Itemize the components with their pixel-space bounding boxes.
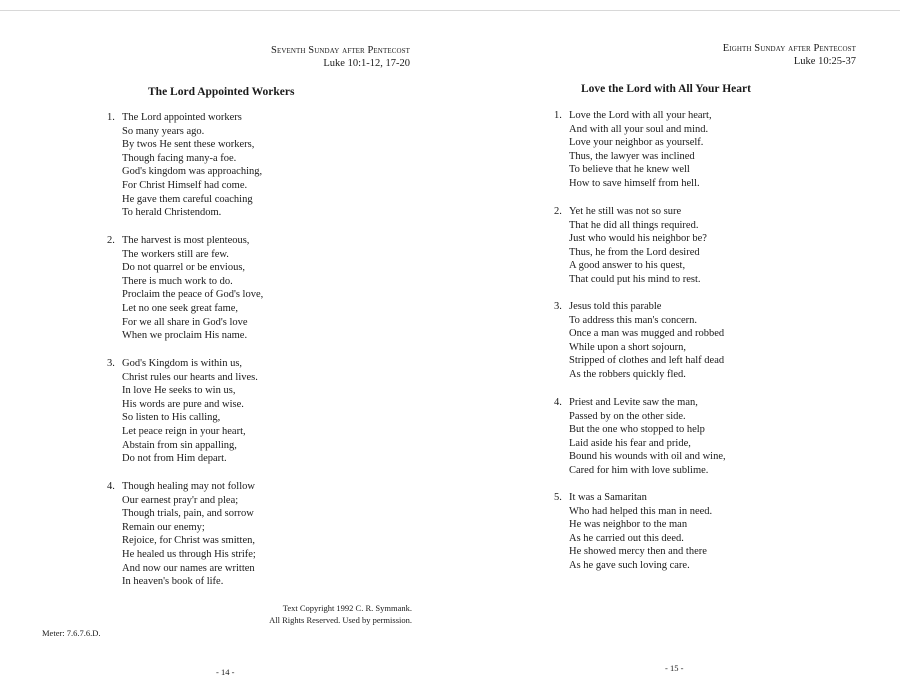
verse-line: Do not from Him depart. (122, 453, 227, 465)
verse-line: It was a Samaritan (569, 492, 647, 503)
verse-line: As he gave such loving care. (569, 559, 690, 571)
verse-line: Let no one seek great fame, (122, 302, 239, 314)
stanza (107, 234, 263, 343)
verse-line: In love He seeks to win us, (122, 385, 236, 397)
verse-line: Yet he still was not so sure (569, 206, 682, 217)
stanza-number: 2. (107, 235, 115, 246)
left-scripture-reference: Luke 10:1-12, 17-20 (323, 58, 410, 69)
verse-line: He showed mercy then and there (569, 546, 707, 558)
verse-line: To herald Christendom. (122, 207, 222, 219)
left-hymn-title: The Lord Appointed Workers (148, 86, 295, 98)
verse-line: Proclaim the peace of God's love, (122, 289, 264, 301)
verse-line: There is much work to do. (122, 275, 233, 287)
verse-line: Laid aside his fear and pride, (569, 437, 691, 449)
verse-line: Love your neighbor as yourself. (569, 137, 704, 149)
verse-line: For we all share in God's love (122, 316, 248, 328)
verse-line: He healed us through His strife; (122, 548, 256, 560)
stanza (107, 357, 258, 466)
verse-line: So listen to His calling, (122, 412, 221, 424)
verse-line: He was neighbor to the man (569, 519, 688, 531)
stanza (107, 111, 262, 220)
verse-line: As he carried out this deed. (569, 532, 684, 544)
stanza (554, 300, 724, 382)
stanza (554, 205, 707, 287)
stanza-number: 1. (554, 110, 562, 121)
copyright-notice (269, 603, 412, 626)
verse-line: Let peace reign in your heart, (122, 425, 246, 437)
verse-line: How to save himself from hell. (569, 177, 700, 189)
verse-line: God's kingdom was approaching, (122, 166, 263, 178)
meter-note: Meter: 7.6.7.6.D. (42, 628, 101, 638)
verse-line: Just who would his neighbor be? (569, 233, 707, 245)
verse-line: Thus, the lawyer was inclined (569, 150, 695, 162)
verse-line: So many years ago. (122, 125, 205, 137)
verse-line: Though trials, pain, and sorrow (122, 508, 254, 520)
verse-line: By twos He sent these workers, (122, 139, 255, 151)
right-hymn-title: Love the Lord with All Your Heart (581, 83, 751, 95)
verse-line: Though facing many-a foe. (122, 152, 237, 164)
stanza (107, 480, 256, 589)
verse-line: Rejoice, for Christ was smitten, (122, 535, 255, 547)
stanza (554, 109, 712, 191)
stanza-number: 2. (554, 206, 562, 217)
right-scripture-reference: Luke 10:25-37 (793, 56, 856, 67)
stanza (554, 491, 712, 573)
verse-line: To address this man's concern. (569, 314, 697, 326)
verse-line: That could put his mind to rest. (569, 273, 701, 285)
copyright-line: All Rights Reserved. Used by permission. (269, 614, 412, 625)
verse-line: Stripped of clothes and left half dead (569, 355, 725, 367)
page-number: - 14 - (216, 667, 235, 677)
verse-line: God's Kingdom is within us, (122, 358, 243, 369)
copyright-line: Text Copyright 1992 C. R. Symmank. (282, 603, 412, 613)
page-number: - 15 - (665, 663, 684, 673)
verse-line: As the robbers quickly fled. (569, 368, 686, 380)
verse-line: The harvest is most plenteous, (122, 235, 250, 246)
verse-line: Abstain from sin appalling, (122, 439, 237, 451)
verse-line: The workers still are few. (122, 248, 229, 260)
stanza-number: 4. (554, 397, 562, 408)
verse-line: Bound his wounds with oil and wine, (569, 451, 726, 463)
verse-line: Christ rules our hearts and lives. (122, 371, 258, 383)
verse-line: And with all your soul and mind. (569, 123, 709, 135)
verse-line: That he did all things required. (569, 219, 699, 231)
verse-line: The Lord appointed workers (122, 112, 242, 123)
stanza-number: 3. (554, 301, 562, 312)
verse-line: Thus, he from the Lord desired (569, 246, 700, 258)
stanza-number: 3. (107, 358, 115, 369)
verse-line: While upon a short sojourn, (569, 341, 686, 353)
verse-line: In heaven's book of life. (122, 576, 224, 588)
right-occasion-heading: Eighth Sunday after Pentecost (722, 43, 856, 54)
verse-line: For Christ Himself had come. (122, 179, 248, 191)
verse-line: A good answer to his quest, (569, 260, 686, 272)
verse-line: And now our names are written (122, 562, 255, 574)
stanza-number: 5. (554, 492, 562, 503)
stanza-number: 1. (107, 112, 115, 123)
verse-line: Passed by on the other side. (569, 410, 686, 422)
verse-line: Priest and Levite saw the man, (569, 397, 698, 408)
verse-line: Who had helped this man in need. (569, 505, 713, 517)
right-page (450, 0, 900, 696)
stanza-number: 4. (107, 481, 115, 492)
verse-line: His words are pure and wise. (122, 398, 244, 410)
verse-line: Jesus told this parable (569, 301, 662, 312)
stanza (554, 396, 726, 478)
verse-line: Do not quarrel or be envious, (122, 262, 246, 274)
verse-line: But the one who stopped to help (569, 424, 705, 436)
left-occasion-heading: Seventh Sunday after Pentecost (271, 45, 410, 56)
verse-line: Once a man was mugged and robbed (569, 328, 725, 340)
verse-line: Love the Lord with all your heart, (569, 110, 712, 121)
verse-line: Remain our enemy; (122, 521, 205, 533)
verse-line: Cared for him with love sublime. (569, 464, 709, 476)
verse-line: To believe that he knew well (569, 164, 690, 176)
verse-line: Though healing may not follow (122, 481, 255, 492)
verse-line: He gave them careful coaching (122, 193, 253, 205)
verse-line: Our earnest pray'r and plea; (122, 494, 239, 506)
verse-line: When we proclaim His name. (122, 330, 248, 342)
